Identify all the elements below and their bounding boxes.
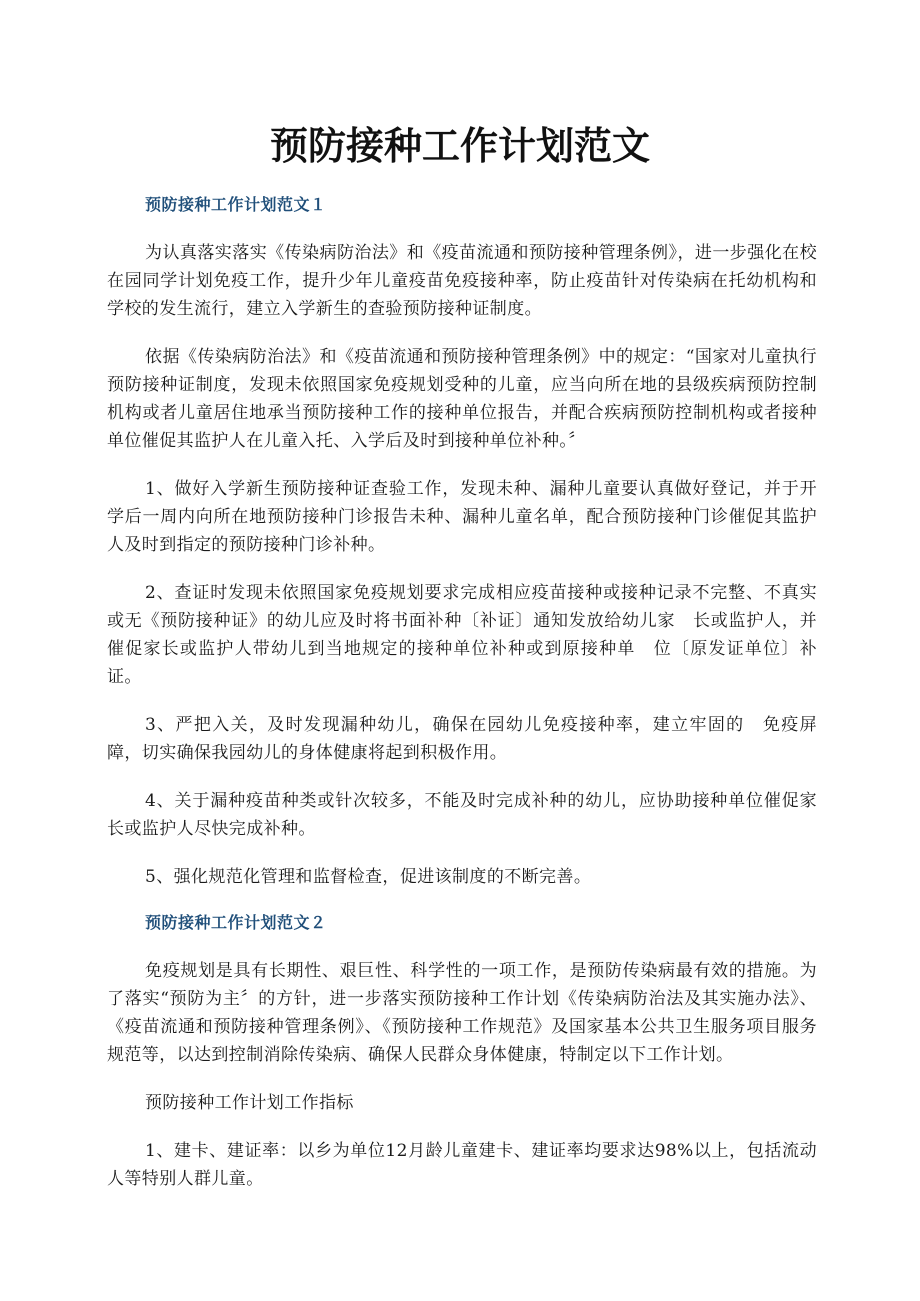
paragraph: 5、强化规范化管理和监督检查，促进该制度的不断完善。 [145, 867, 592, 887]
paragraph: 3、严把入关，及时发现漏种幼儿，确保在园幼儿免疫接种率，建立牢固的 免疫屏障，切实确保我园幼儿的身体健康将起到积极作用。 [107, 715, 817, 763]
subheading-paragraph: 预防接种工作计划工作指标 [145, 1093, 354, 1113]
paragraph: 免疫规划是具有长期性、艰巨性、科学性的一项工作，是预防传染病最有效的措施。为了落实“预防为主〞的方针，进一步落实预防接种工作计划《传染病防治法及其实施办法》、《疫苗流通和预防接种管理条例》、《预防接种工作规范》及国家基本公共卫生服务项目服务规范等，以达到控制消除传染病、确保人民群众身体健康，特制定以下工作计划。 [107, 961, 817, 1065]
paragraph: 4、关于漏种疫苗种类或针次较多，不能及时完成补种的幼儿，应协助接种单位催促家长或监护人尽快完成补种。 [107, 791, 817, 839]
paragraph: 依据《传染病防治法》和《疫苗流通和预防接种管理条例》中的规定：“国家对儿童执行预防接种证制度，发现未依照国家免疫规划受种的儿童，应当向所在地的县级疾病预防控制机构或者儿童居住地承当预防接种工作的接种单位报告，并配合疾病预防控制机构或者接种单位催促其监护人在儿童入托、入学后及时到接种单位补种。〞 [107, 347, 817, 451]
paragraph: 为认真落实落实《传染病防治法》和《疫苗流通和预防接种管理条例》，进一步强化在校在园同学计划免疫工作，提升少年儿童疫苗免疫接种率，防止疫苗针对传染病在托幼机构和学校的发生流行，建立入学新生的查验预防接种证制度。 [107, 243, 817, 319]
paragraph: 2、查证时发现未依照国家免疫规划要求完成相应疫苗接种或接种记录不完整、不真实或无《预防接种证》的幼儿应及时将书面补种〔补证〕通知发放给幼儿家 长或监护人，并催促家长或监护人带幼儿到当地规定的接种单位补种或到原接种单 位〔原发证单位〕补证。 [107, 583, 817, 687]
document-body [107, 193, 817, 1213]
paragraph: 1、做好入学新生预防接种证查验工作，发现未种、漏种儿童要认真做好登记，并于开学后一周内向所在地预防接种门诊报告未种、漏种儿童名单，配合预防接种门诊催促其监护人及时到指定的预防接种门诊补种。 [107, 479, 817, 555]
paragraph: 1、建卡、建证率：以乡为单位12月龄儿童建卡、建证率均要求达98%以上，包括流动人等特别人群儿童。 [107, 1141, 817, 1189]
document-title: 预防接种工作计划范文 [269, 123, 650, 168]
section-heading-2: 预防接种工作计划范文２ [145, 913, 327, 932]
section-heading-1: 预防接种工作计划范文１ [145, 195, 327, 214]
